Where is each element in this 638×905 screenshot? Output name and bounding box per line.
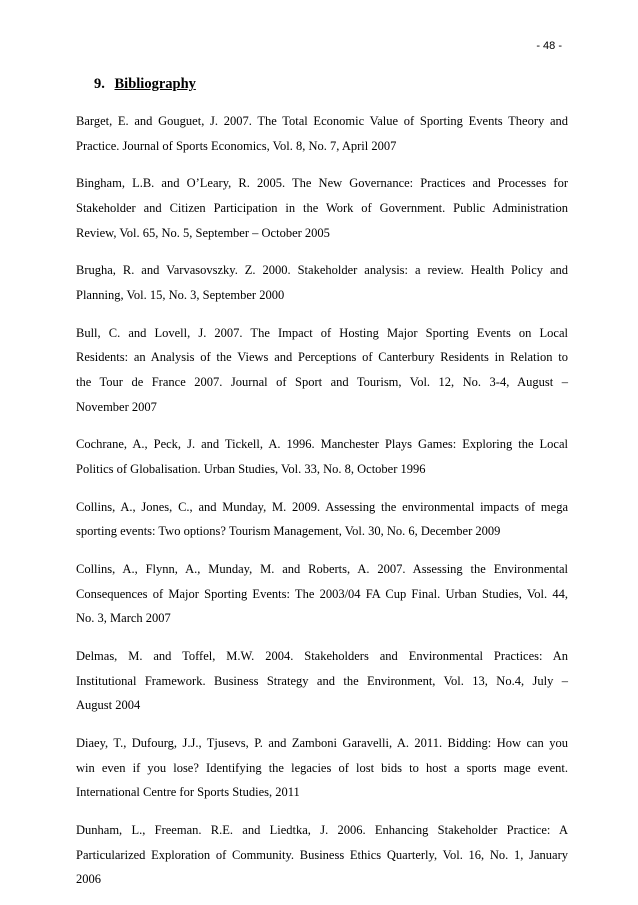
bibliography-entry-line: Collins, A., Flynn, A., Munday, M. and Roberts, A. 2007. Assessing the Environmental — [76, 562, 568, 577]
bibliography-entry-line: Collins, A., Jones, C., and Munday, M. 2009. Assessing the environmental impacts of mega — [76, 499, 568, 514]
bibliography-entry-line: No. 3, March 2007 — [76, 611, 171, 626]
bibliography-entry — [76, 432, 568, 481]
bibliography-entry-line: sporting events: Two options? Tourism Management, Vol. 30, No. 6, December 2009 — [76, 524, 501, 539]
bibliography-entry — [76, 557, 568, 631]
bibliography-entry-line: Review, Vol. 65, No. 5, September – October 2005 — [76, 225, 330, 240]
bibliography-entry-line: Dunham, L., Freeman. R.E. and Liedtka, J. 2006. Enhancing Stakeholder Practice: A — [76, 822, 568, 837]
bibliography-entry-line: International Centre for Sports Studies, 2011 — [76, 785, 300, 800]
bibliography-entry — [76, 818, 568, 892]
bibliography-entry-line: Consequences of Major Sporting Events: The 2003/04 FA Cup Final. Urban Studies, Vol. 44, — [76, 586, 568, 601]
bibliography-entry-line: Barget, E. and Gouguet, J. 2007. The Total Economic Value of Sporting Events Theory and — [76, 114, 568, 128]
bibliography-entry-line: Brugha, R. and Varvasovszky. Z. 2000. Stakeholder analysis: a review. Health Policy and — [76, 263, 568, 278]
bibliography-entry-line: Planning, Vol. 15, No. 3, September 2000 — [76, 287, 285, 302]
bibliography-entry-line: Institutional Framework. Business Strategy and the Environment, Vol. 13, No.4, July – — [76, 673, 568, 688]
bibliography-list — [76, 109, 568, 905]
bibliography-entry — [76, 258, 568, 307]
bibliography-entry-line: Particularized Exploration of Community. Business Ethics Quarterly, Vol. 16, No. 1, January — [76, 847, 568, 862]
bibliography-entry-line: Bingham, L.B. and O’Leary, R. 2005. The New Governance: Practices and Processes for — [76, 176, 568, 191]
section-title: Bibliography — [114, 76, 196, 92]
bibliography-entry-line: Practice. Journal of Sports Economics, Vol. 8, No. 7, April 2007 — [76, 138, 397, 153]
bibliography-entry — [76, 644, 568, 718]
bibliography-entry-line: August 2004 — [76, 698, 141, 713]
bibliography-entry-line: Politics of Globalisation. Urban Studies, Vol. 33, No. 8, October 1996 — [76, 461, 426, 476]
bibliography-entry-line: Residents: an Analysis of the Views and Perceptions of Canterbury Residents in Relation to — [76, 350, 568, 365]
bibliography-entry — [76, 321, 568, 419]
bibliography-entry-line: Diaey, T., Dufourg, J.J., Tjusevs, P. and Zamboni Garavelli, A. 2011. Bidding: How can you — [76, 735, 568, 750]
page-number: - 48 - — [536, 40, 562, 52]
bibliography-entry — [76, 109, 568, 158]
bibliography-entry-line: Stakeholder and Citizen Participation in the Work of Government. Public Administration — [76, 200, 568, 215]
bibliography-entry — [76, 495, 568, 544]
bibliography-entry-line: the Tour de France 2007. Journal of Sport and Tourism, Vol. 12, No. 3-4, August – — [76, 374, 568, 389]
bibliography-entry-line: Delmas, M. and Toffel, M.W. 2004. Stakeholders and Environmental Practices: An — [76, 649, 568, 663]
bibliography-entry-line: November 2007 — [76, 399, 157, 414]
bibliography-entry-line: win even if you lose? Identifying the legacies of lost bids to host a sports mage event. — [76, 760, 568, 775]
section-number: 9. — [94, 76, 105, 92]
bibliography-entry — [76, 171, 568, 245]
section-heading — [94, 76, 196, 93]
bibliography-entry-line: 2006 — [76, 872, 101, 887]
bibliography-entry-line: Cochrane, A., Peck, J. and Tickell, A. 1996. Manchester Plays Games: Exploring the Local — [76, 437, 568, 452]
bibliography-entry-line: Bull, C. and Lovell, J. 2007. The Impact of Hosting Major Sporting Events on Local — [76, 325, 568, 340]
bibliography-entry — [76, 731, 568, 805]
